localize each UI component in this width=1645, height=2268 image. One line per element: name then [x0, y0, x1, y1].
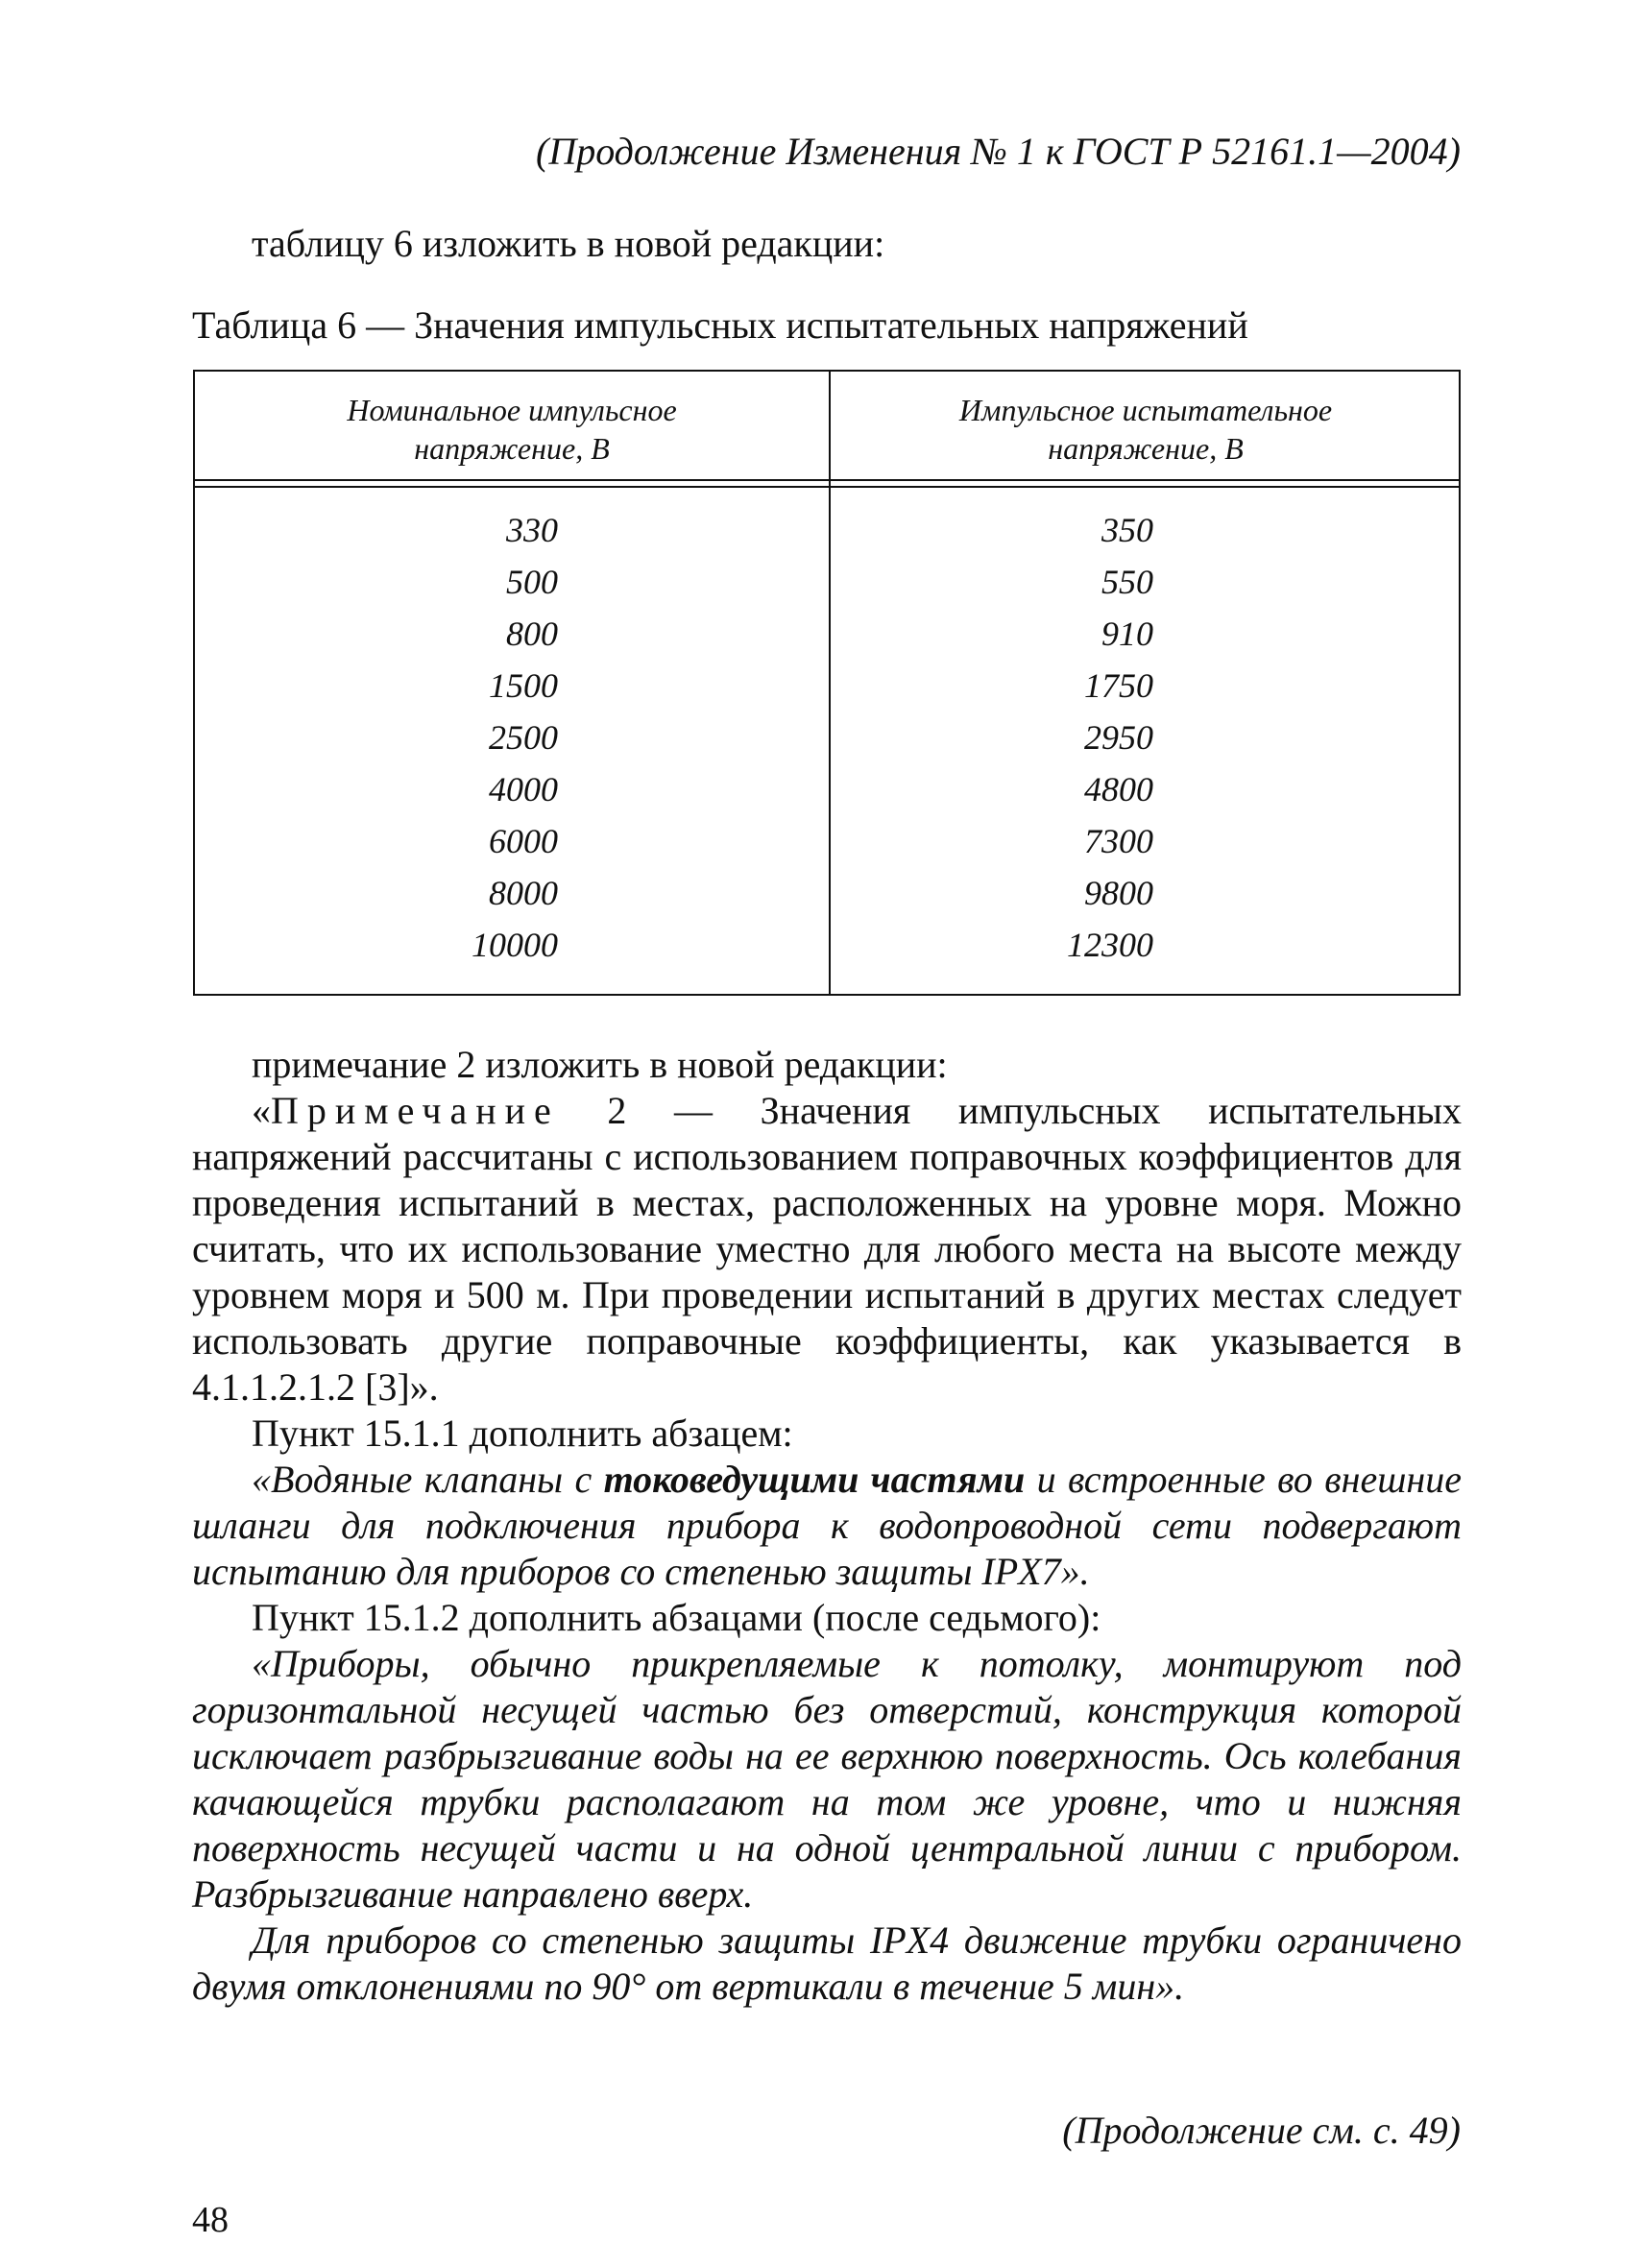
table-cell: 500 — [506, 563, 558, 601]
note-text: 2 — Значения импульсных испытательных напряжений рассчитаны с использованием поправочных коэффициентов для проведения испытаний в местах, расположенных на уровне моря. Можно считать, что их использование уместно для любого места на высоте между уровнем моря и 500 м. При проведении испытаний в других местах следует использовать другие поправочные коэффициенты, как указывается в 4.1.1.2.1.2 [3]». — [192, 1089, 1462, 1409]
body-text — [192, 1042, 1462, 2010]
voltage-table — [193, 370, 1461, 996]
header-continuation: (Продолжение Изменения № 1 к ГОСТ Р 52161.1—2004) — [536, 130, 1461, 173]
table-cell: 1750 — [1084, 666, 1153, 705]
clause-15-1-2-text-2: Для приборов со степенью защиты IPX4 движение трубки ограничено двумя отклонениями по 90° от вертикали в течение 5 мин». — [192, 1918, 1462, 2008]
table-cell: 2950 — [1084, 718, 1153, 757]
table-cell: 9800 — [1084, 874, 1153, 912]
table-header-test-voltage — [829, 391, 1463, 468]
rated-voltage-column — [404, 504, 558, 971]
table-intro-text: таблицу 6 изложить в новой редакции: — [252, 222, 885, 265]
page-number: 48 — [192, 2200, 229, 2240]
clause-15-1-1-intro: Пункт 15.1.1 дополнить абзацем: — [252, 1411, 793, 1455]
table-header-rated-voltage — [195, 391, 829, 468]
table-cell: 350 — [1101, 511, 1153, 549]
note-intro-paragraph: примечание 2 изложить в новой редакции: — [252, 1043, 948, 1086]
table-cell: 6000 — [489, 822, 558, 860]
clause-text-bold: токоведущими частями — [603, 1458, 1026, 1501]
table-cell: 800 — [506, 615, 558, 653]
clause-15-1-2-intro: Пункт 15.1.2 дополнить абзацами (после седьмого): — [252, 1596, 1101, 1639]
table-header-line: Номинальное импульсное — [347, 393, 677, 427]
table-cell: 1500 — [489, 666, 558, 705]
clause-15-1-2-text-1: «Приборы, обычно прикрепляемые к потолку, монтируют под горизонтальной несущей частью без отверстий, конструкция которой исключает разбрызгивание воды на ее верхнюю поверхность. Ось колебания качающейся трубки располагают на том же уровне, что и нижняя поверхность несущей части и на одной центральной линии с прибором. Разбрызгивание направлено вверх. — [192, 1642, 1462, 1916]
table-cell: 10000 — [472, 926, 558, 964]
table-cell: 550 — [1101, 563, 1153, 601]
table-cell: 8000 — [489, 874, 558, 912]
note-paragraph — [192, 1088, 1462, 1411]
table-header-line: напряжение, В — [414, 431, 610, 466]
clause-text-part: и встроенные во внешние шланги для подключения прибора к водопроводной сети подвергают испытанию для приборов со степенью защиты IPX7». — [192, 1458, 1462, 1593]
table-header-line: Импульсное испытательное — [958, 393, 1333, 427]
table-cell: 330 — [506, 511, 558, 549]
note-label: Примечание — [271, 1089, 560, 1132]
table-cell: 7300 — [1084, 822, 1153, 860]
table-cell: 4000 — [489, 770, 558, 808]
table-cell: 4800 — [1084, 770, 1153, 808]
footer-continuation: (Продолжение см. с. 49) — [1062, 2109, 1461, 2152]
table-caption: Таблица 6 — Значения импульсных испытательных напряжений — [192, 303, 1248, 347]
clause-15-1-1-text — [192, 1457, 1462, 1595]
note-open-quote: « — [252, 1089, 271, 1132]
test-voltage-column — [1000, 504, 1153, 971]
table-header-line: напряжение, В — [1048, 431, 1244, 466]
table-cell: 2500 — [489, 718, 558, 757]
table-header-rule — [195, 479, 1459, 481]
table-cell: 12300 — [1067, 926, 1153, 964]
table-header-rule-double — [195, 486, 1459, 488]
table-cell: 910 — [1101, 615, 1153, 653]
clause-text-part: «Водяные клапаны с — [252, 1458, 604, 1501]
